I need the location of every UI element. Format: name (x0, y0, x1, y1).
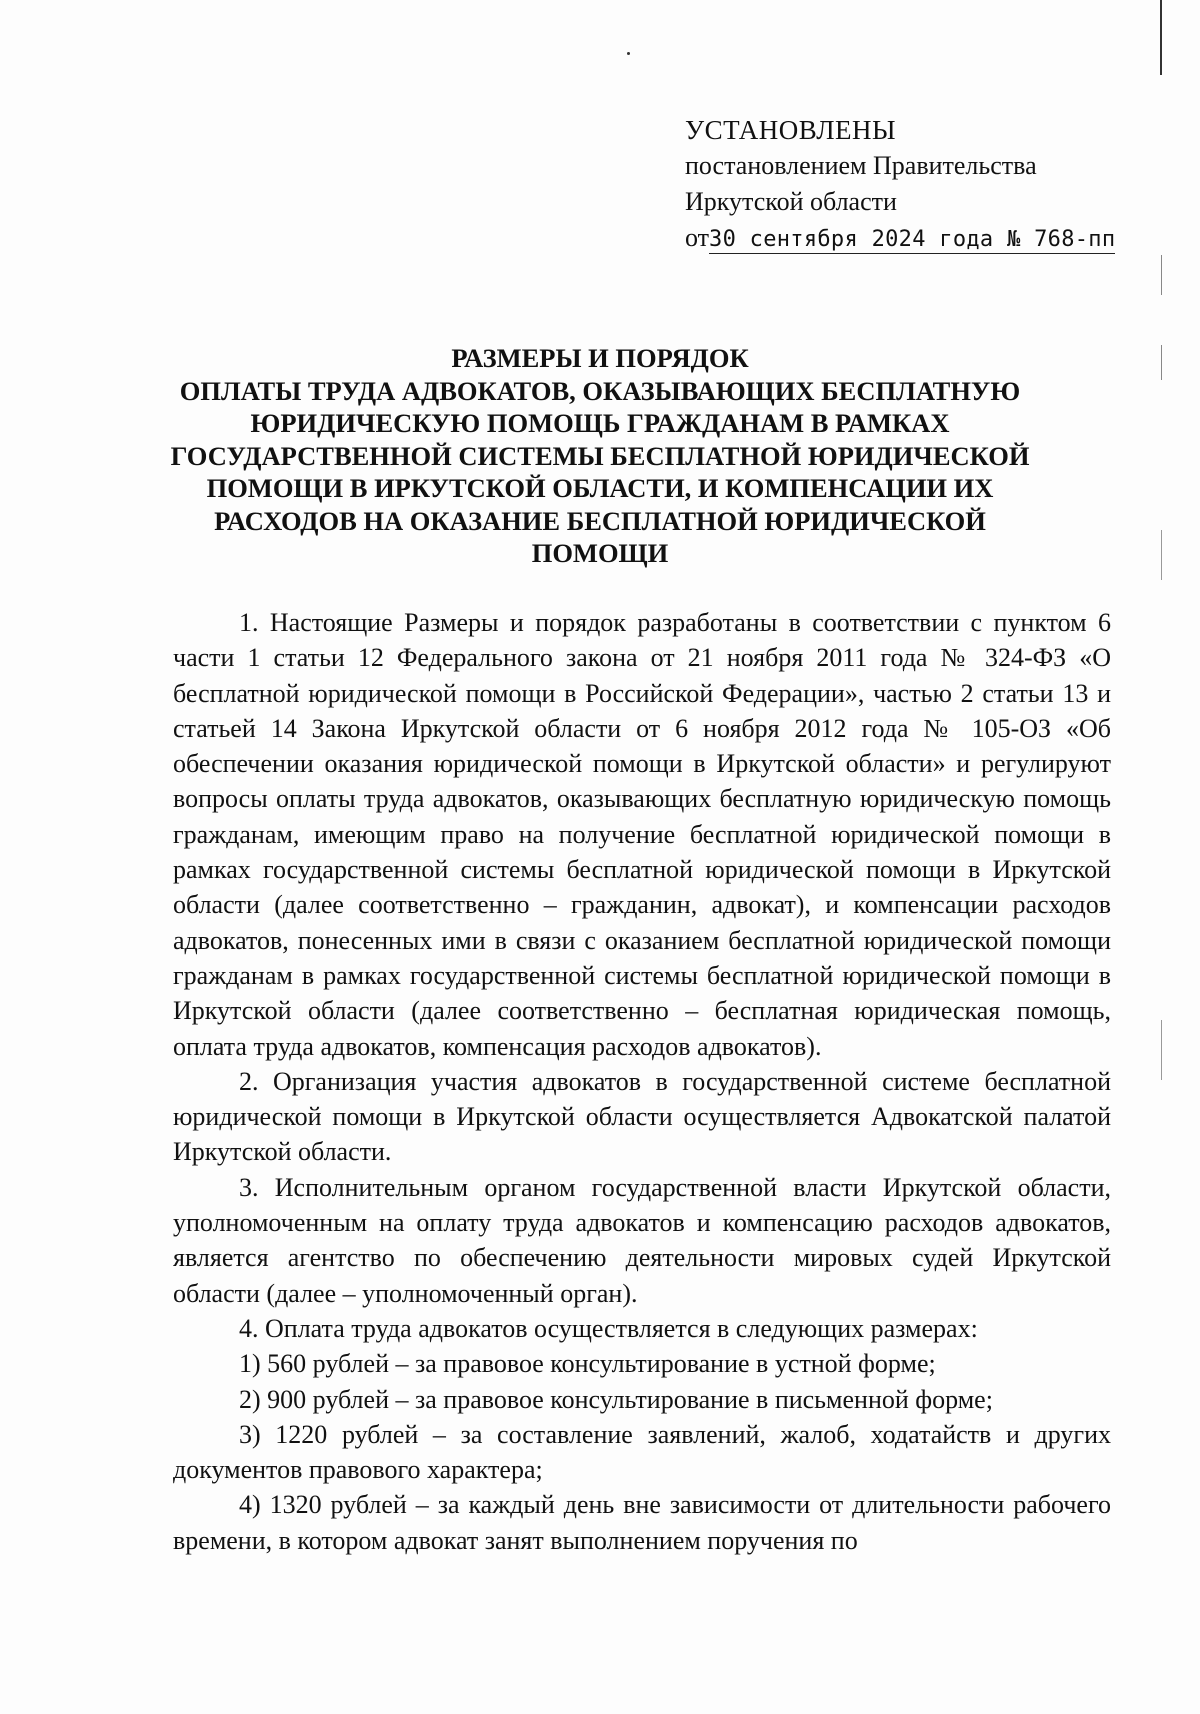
scan-dot (627, 52, 630, 55)
heading-line: ПОМОЩИ (531, 538, 669, 568)
scan-edge-mark (1160, 0, 1162, 75)
approval-line: Иркутской области (685, 187, 897, 216)
paragraph: 4. Оплата труда адвокатов осуществляется в следующих размерах: (239, 1313, 978, 1343)
heading-line: РАСХОДОВ НА ОКАЗАНИЕ БЕСПЛАТНОЙ ЮРИДИЧЕСКОЙ (214, 505, 986, 536)
heading-line: ПОМОЩИ В ИРКУТСКОЙ ОБЛАСТИ, И КОМПЕНСАЦИИ ИХ (206, 473, 994, 503)
paragraph: 1. Настоящие Размеры и порядок разработаны в соответствии с пунктом 6 части 1 статьи 12 Федерального закона от 21 ноября 2011 года № 324-ФЗ «О бесплатной юридической помощи в Российской Федерации», частью 2 статьи 13 и статьей 14 Закона Иркутской области от 6 ноября 2012 года № 105-ОЗ «Об обеспечении оказания юридической помощи в Иркутской области» и регулируют вопросы оплаты труда адвокатов, оказывающих бесплатную юридическую помощь гражданам, имеющим право на получение бесплатной юридической помощи в рамках государственной системы бесплатной юридической помощи в Иркутской области (далее соответственно – гражданин, адвокат), и компенсации расходов адвокатов, понесенных ими в связи с оказанием бесплатной юридической помощи гражданам в рамках государственной системы бесплатной юридической помощи в Иркутской области (далее соответственно – бесплатная юридическая помощь, оплата труда адвокатов, компенсация расходов адвокатов). (173, 608, 1111, 1061)
order-prefix: от (685, 223, 710, 252)
approval-order-line (685, 220, 1115, 258)
paragraph: 3) 1220 рублей – за составление заявлений, жалоб, ходатайств и других документов правового характера; (173, 1419, 1111, 1485)
heading-line: ОПЛАТЫ ТРУДА АДВОКАТОВ, ОКАЗЫВАЮЩИХ БЕСПЛАТНУЮ (179, 375, 1021, 406)
scan-edge-mark (1161, 345, 1162, 380)
paragraph: 2. Организация участия адвокатов в государственной системе бесплатной юридической помощи в Иркутской области осуществляется Адвокатской палатой Иркутской области. (173, 1066, 1111, 1167)
paragraph: 3. Исполнительным органом государственной власти Иркутской области, уполномоченным на оплату труда адвокатов и компенсацию расходов адвокатов, является агентство по обеспечению деятельности мировых судей Иркутской области (далее – уполномоченный орган). (173, 1172, 1111, 1308)
scan-edge-mark (1161, 255, 1162, 295)
scan-edge-mark (1161, 530, 1162, 580)
approval-title: УСТАНОВЛЕНЫ (685, 115, 897, 145)
document-heading (150, 342, 1050, 570)
paragraph: 1) 560 рублей – за правовое консультирование в устной форме; (239, 1349, 936, 1379)
heading-line: ЮРИДИЧЕСКУЮ ПОМОЩЬ ГРАЖДАНАМ В РАМКАХ (250, 408, 950, 438)
heading-line: РАЗМЕРЫ И ПОРЯДОК (451, 343, 749, 373)
heading-line: ГОСУДАРСТВЕННОЙ СИСТЕМЫ БЕСПЛАТНОЙ ЮРИДИЧЕСКОЙ (170, 440, 1030, 471)
scan-edge-mark (1161, 1020, 1162, 1080)
paragraph: 2) 900 рублей – за правовое консультирование в письменной форме; (239, 1384, 993, 1414)
approval-stamp (685, 112, 1115, 258)
paragraph: 4) 1320 рублей – за каждый день вне зависимости от длительности рабочего времени, в котором адвокат занят выполнением поручения по (173, 1490, 1111, 1555)
document-body (173, 605, 1111, 1558)
approval-line: постановлением Правительства (685, 151, 1037, 180)
order-number: 30 сентября 2024 года № 768-пп (709, 227, 1116, 252)
